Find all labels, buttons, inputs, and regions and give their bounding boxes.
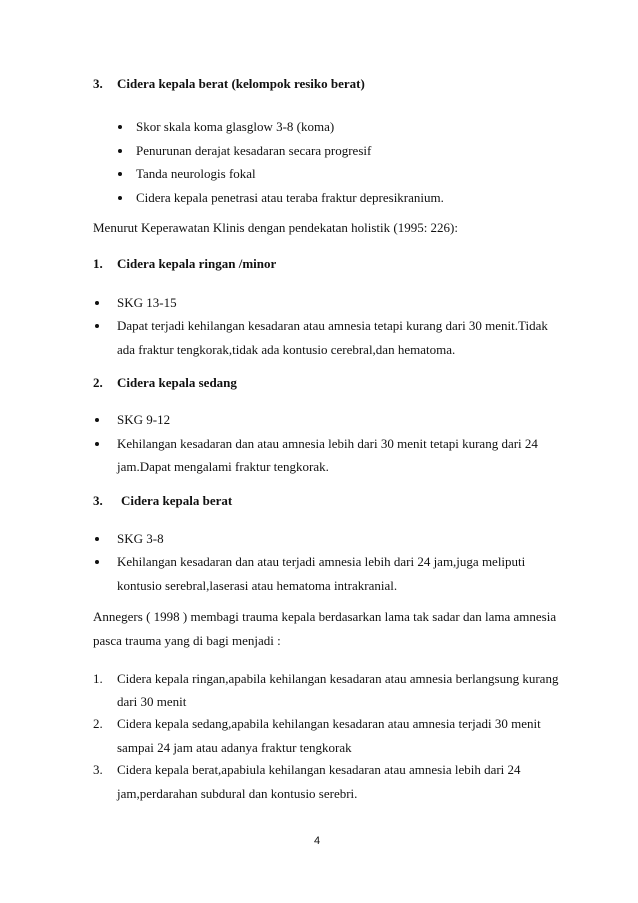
- list-item: Cidera kepala ringan,apabila kehilangan kesadaran atau amnesia berlangsung kurang: [117, 671, 559, 686]
- list-item: Skor skala koma glasglow 3-8 (koma): [136, 119, 335, 134]
- bullet-icon: [95, 442, 99, 446]
- list-item: Cidera kepala berat,apabiula kehilangan kesadaran atau amnesia lebih dari 24: [117, 762, 521, 777]
- minor-number: 1.: [93, 256, 103, 271]
- list-item-continuation: jam.Dapat mengalami fraktur tengkorak.: [117, 459, 329, 474]
- intro-paragraph: Menurut Keperawatan Klinis dengan pendekatan holistik (1995: 226):: [93, 220, 458, 235]
- list-item: Tanda neurologis fokal: [136, 166, 256, 181]
- annegers-paragraph-line2: pasca trauma yang di bagi menjadi :: [93, 633, 281, 648]
- list-item: SKG 9-12: [117, 412, 171, 427]
- list-item-continuation: jam,perdarahan subdural dan kontusio serebri.: [117, 786, 358, 801]
- list-item-continuation: sampai 24 jam atau adanya fraktur tengkorak: [117, 740, 352, 755]
- annegers-paragraph-line1: Annegers ( 1998 ) membagi trauma kepala berdasarkan lama tak sadar dan lama amnesia: [93, 609, 557, 624]
- list-number: 1.: [93, 671, 103, 686]
- list-item: Kehilangan kesadaran dan atau amnesia lebih dari 30 menit tetapi kurang dari 24: [117, 436, 538, 451]
- bullet-icon: [118, 149, 122, 153]
- bullet-icon: [118, 172, 122, 176]
- list-item: SKG 3-8: [117, 531, 164, 546]
- list-item-continuation: kontusio serebral,laserasi atau hematoma intrakranial.: [117, 578, 398, 593]
- berat-heading: Cidera kepala berat: [121, 493, 233, 508]
- berat-number: 3.: [93, 493, 103, 508]
- bullet-icon: [95, 418, 99, 422]
- sedang-number: 2.: [93, 375, 103, 390]
- section3-heading: Cidera kepala berat (kelompok resiko berat): [117, 76, 365, 91]
- bullet-icon: [95, 324, 99, 328]
- page-number: 4: [314, 835, 321, 847]
- list-item: Penurunan derajat kesadaran secara progresif: [136, 143, 372, 158]
- section3-number: 3.: [93, 76, 103, 91]
- list-item-continuation: dari 30 menit: [117, 694, 187, 709]
- list-item-continuation: ada fraktur tengkorak,tidak ada kontusio cerebral,dan hematoma.: [117, 342, 456, 357]
- list-number: 3.: [93, 762, 103, 777]
- list-item: Cidera kepala penetrasi atau teraba fraktur depresikranium.: [136, 190, 444, 205]
- list-item: Kehilangan kesadaran dan atau terjadi amnesia lebih dari 24 jam,juga meliputi: [117, 554, 526, 569]
- minor-heading: Cidera kepala ringan /minor: [117, 256, 277, 271]
- bullet-icon: [118, 125, 122, 129]
- bullet-icon: [95, 301, 99, 305]
- bullet-icon: [95, 537, 99, 541]
- list-item: Cidera kepala sedang,apabila kehilangan kesadaran atau amnesia terjadi 30 menit: [117, 716, 541, 731]
- sedang-heading: Cidera kepala sedang: [117, 375, 237, 390]
- list-number: 2.: [93, 716, 103, 731]
- bullet-icon: [118, 196, 122, 200]
- bullet-icon: [95, 560, 99, 564]
- list-item: SKG 13-15: [117, 295, 177, 310]
- list-item: Dapat terjadi kehilangan kesadaran atau amnesia tetapi kurang dari 30 menit.Tidak: [117, 318, 548, 333]
